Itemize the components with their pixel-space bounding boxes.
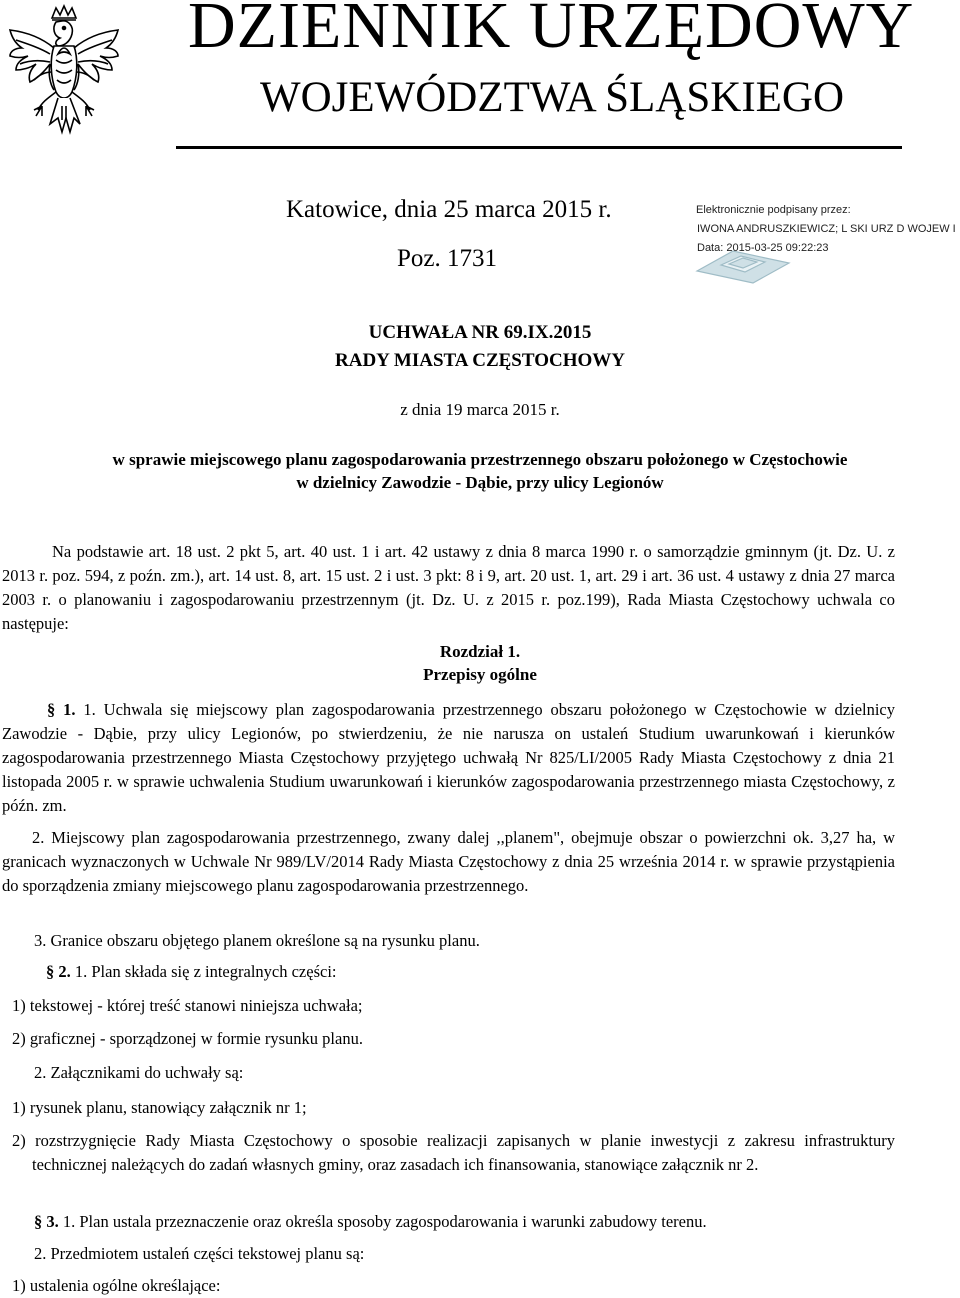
paragraph-2-section-2: 2. Załącznikami do uchwały są:: [34, 1063, 244, 1082]
white-eagle-emblem-icon: [4, 2, 124, 146]
position-number: Poz. 1731: [397, 245, 497, 272]
paragraph-1-section-1: [2, 698, 895, 818]
signature-label: Elektronicznie podpisany przez:: [696, 204, 851, 216]
masthead-divider: [176, 146, 902, 149]
list-item: 2) graficznej - sporządzonej w formie rysunku planu.: [12, 1029, 363, 1048]
list-item: 1) ustalenia ogólne określające:: [12, 1276, 221, 1295]
gazette-title: DZIENNIK URZĘDOWY: [188, 0, 915, 62]
paragraph-1-mark: § 1.: [47, 700, 76, 719]
paragraph-2-section-1-text: 1. Plan składa się z integralnych części:: [74, 962, 337, 981]
paragraph-1-section-3: 3. Granice obszaru objętego planem określone są na rysunku planu.: [34, 931, 480, 950]
publication-place-date: Katowice, dnia 25 marca 2015 r.: [286, 196, 612, 223]
preamble: Na podstawie art. 18 ust. 2 pkt 5, art. 40 ust. 1 i art. 42 ustawy z dnia 8 marca 1990 r. o samorządzie gminnym (jt. Dz. U. z 2013 r. poz. 594, z poźn. zm.), art. 14 ust. 8, art. 15 ust. 2 i ust. 3 pkt: 8 i 9, art. 20 ust. 1, art. 29 i art. 36 ust. 4 ustawy z dnia 27 marca 2003 r. o planowaniu i zagospodarowaniu przestrzennym (jt. Dz. U. z 2015 r. poz.199), Rada Miasta Częstochowy uchwala co następuje:: [2, 542, 895, 633]
paragraph-3-section-1-text: 1. Plan ustala przeznaczenie oraz określa sposoby zagospodarowania i warunki zabudowy terenu.: [62, 1212, 707, 1231]
paragraph-2-mark: § 2.: [46, 962, 71, 981]
paragraph-3-mark: § 3.: [34, 1212, 59, 1231]
resolution-number: UCHWAŁA NR 69.IX.2015: [368, 322, 592, 343]
list-item: 1) tekstowej - której treść stanowi niniejsza uchwała;: [12, 996, 363, 1015]
signature-signer: IWONA ANDRUSZKIEWICZ; L SKI URZ D WOJEW I: [697, 223, 956, 235]
signature-date: Data: 2015-03-25 09:22:23: [697, 242, 829, 254]
list-item: 1) rysunek planu, stanowiący załącznik nr 1;: [12, 1098, 307, 1117]
paragraph-3-section-1: [34, 1210, 707, 1234]
resolution-subject-line-1: w sprawie miejscowego planu zagospodarowania przestrzennego obszaru położonego w Częstochowie: [112, 450, 848, 469]
paragraph-1-section-1-text: 1. Uchwala się miejscowy plan zagospodarowania przestrzennego obszaru położonego w Częstochowie w dzielnicy Zawodzie - Dąbie, przy ulicy Legionów, po stwierdzeniu, że nie narusza on ustaleń Studium uwarunkowań i kierunków zagospodarowania przestrzennego Miasta Częstochowy przyjętego uchwałą Nr 825/LI/2005 Rady Miasta Częstochowy z dnia 21 listopada 2005 r. w sprawie uchwalenia Studium uwarunkowań i kierunków zagospodarowania przestrzennego miasta Częstochowy, z późn. zm.: [2, 700, 896, 815]
paragraph-3-section-2: 2. Przedmiotem ustaleń części tekstowej planu są:: [34, 1244, 365, 1263]
resolution-date: z dnia 19 marca 2015 r.: [400, 400, 560, 419]
gazette-subtitle: WOJEWÓDZTWA ŚLĄSKIEGO: [260, 74, 845, 121]
chapter-name: Przepisy ogólne: [423, 665, 537, 684]
list-item: 2) rozstrzygnięcie Rady Miasta Częstochowy o sposobie realizacji zapisanych w planie inwestycji z zakresu infrastruktury technicznej należących do zadań własnych gminy, oraz zasadach ich finansowania, stanowiące załącznik nr 2.: [12, 1131, 895, 1174]
paragraph-1-section-2: 2. Miejscowy plan zagospodarowania przestrzennego, zwany dalej ,,planem", obejmuje obszar o powierzchni ok. 3,27 ha, w granicach wyznaczonych w Uchwale Nr 989/LV/2014 Rady Miasta Częstochowy z dnia 25 września 2014 r. w sprawie przystąpienia do sporządzenia zmiany miejscowego planu zagospodarowania przestrzennego.: [2, 828, 895, 895]
electronic-signature: [690, 203, 960, 285]
resolution-subject-line-2: w dzielnicy Zawodzie - Dąbie, przy ulicy Legionów: [296, 473, 664, 492]
paragraph-2-section-1: [46, 960, 337, 984]
chapter-number: Rozdział 1.: [439, 642, 521, 661]
resolution-issuer: RADY MIASTA CZĘSTOCHOWY: [335, 350, 625, 371]
